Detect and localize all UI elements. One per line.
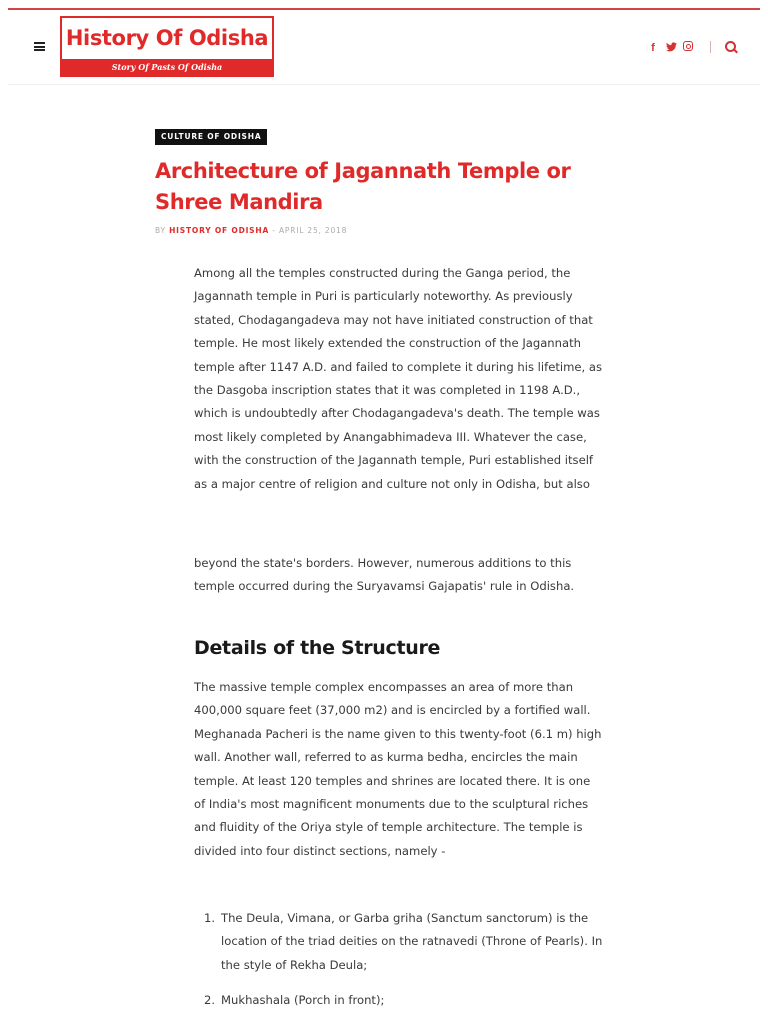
author-link[interactable]: HISTORY OF ODISHA <box>169 226 270 235</box>
structure-list <box>194 907 604 1025</box>
site-logo[interactable] <box>60 16 274 77</box>
twitter-icon[interactable] <box>664 42 678 54</box>
facebook-icon[interactable]: f <box>651 42 655 54</box>
article-paragraph: beyond the state's borders. However, numerous additions to this temple occurred during the Suryavamsi Gajapatis' rule in Odisha. <box>194 556 575 594</box>
search-icon[interactable] <box>724 40 738 54</box>
article-paragraph: Among all the temples constructed during the Ganga period, the Jagannath temple in Puri is particularly noteworthy. As previously stated, Chodagangadeva may not have initiated construction of that temple. He most likely extended the construction of the Jagannath temple after 1147 A.D. and failed to complete it during his lifetime, as the Dasgoba inscription states that it was completed in 1198 A.D., which is undoubtedly after Chodagangadeva's death. The temple was most likely completed by Anangabhimadeva III. Whatever the case, with the construction of the Jagannath temple, Puri established itself as a major centre of religion and culture not only in Odisha, but also <box>194 266 603 491</box>
meta-by: BY <box>155 226 166 235</box>
category-badge[interactable]: CULTURE OF ODISHA <box>155 129 267 145</box>
meta-separator: - <box>272 226 276 235</box>
site-header <box>8 10 760 85</box>
section-heading: Details of the Structure <box>194 637 441 659</box>
article-paragraph: The massive temple complex encompasses an area of more than 400,000 square feet (37,000 m2) and is encircled by a fortified wall. Meghanada Pacheri is the name given to this twenty-foot (6.1 m) high wall. Another wall, referred to as kurma bedha, encircles the main temple. At least 120 temples and shrines are located there. It is one of India's most magnificent monuments due to the sculptural riches and fluidity of the Oriya style of temple architecture. The temple is divided into four distinct sections, namely - <box>194 680 602 858</box>
list-text: Mukhashala (Porch in front); <box>221 993 385 1008</box>
logo-title: History Of Odisha <box>65 26 269 50</box>
header-divider <box>710 41 711 53</box>
article-meta <box>155 225 347 237</box>
publish-date: APRIL 25, 2018 <box>278 226 348 235</box>
logo-tagline: Story Of Pasts Of Odisha <box>62 59 272 75</box>
instagram-icon[interactable] <box>683 41 693 51</box>
article-title: Architecture of Jagannath Temple or Shree Mandira <box>155 159 571 214</box>
list-text: The Deula, Vimana, or Garba griha (Sanctum sanctorum) is the location of the triad deities on the ratnavedi (Throne of Pearls). In the style of Rekha Deula; <box>221 911 603 972</box>
list-number: 1. <box>204 911 216 925</box>
list-number: 2. <box>204 993 216 1008</box>
hamburger-menu-icon[interactable] <box>34 42 45 51</box>
list-item <box>194 907 604 977</box>
list-item <box>194 989 604 1012</box>
